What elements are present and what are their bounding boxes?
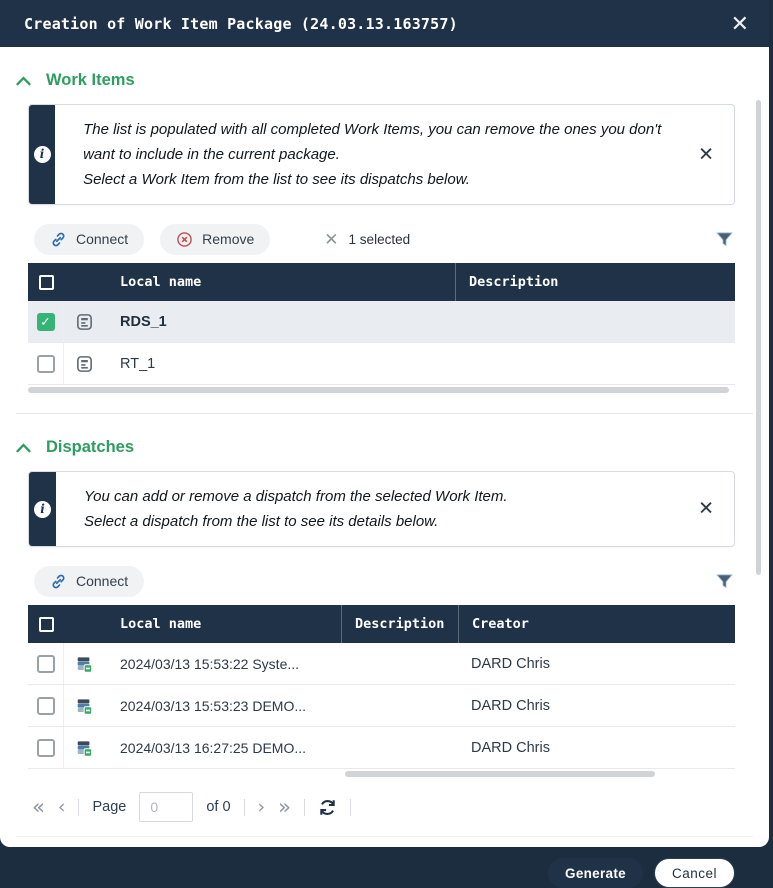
work-items-section-header[interactable] — [16, 71, 735, 90]
work-items-filter-icon[interactable] — [714, 229, 735, 250]
connect-button[interactable] — [34, 224, 144, 255]
dispatches-toolbar — [34, 565, 735, 597]
dispatch-row[interactable] — [28, 727, 735, 769]
section-divider — [16, 413, 753, 414]
dialog-title: Creation of Work Item Package (24.03.13.163757) — [24, 14, 458, 33]
row-checkbox-cell — [28, 685, 64, 726]
work-item-name: RT_1 — [120, 355, 156, 372]
dispatches-info-text — [56, 472, 568, 546]
info-close-icon[interactable]: ✕ — [698, 498, 714, 520]
footer-divider — [16, 836, 753, 837]
work-item-name-cell — [64, 356, 455, 372]
dispatch-icon — [75, 697, 93, 715]
generate-button[interactable]: Generate — [548, 858, 643, 888]
dispatch-name-cell — [64, 698, 341, 714]
pagination-separator — [304, 799, 305, 816]
row-checkbox-checked[interactable]: ✓ — [37, 313, 55, 331]
pagination-separator — [78, 799, 79, 816]
dispatch-creator: DARD Chris — [471, 739, 550, 756]
row-checkbox-unchecked[interactable] — [37, 697, 55, 715]
chain-link-icon — [50, 573, 67, 590]
select-all-checkbox[interactable] — [28, 605, 64, 643]
row-checkbox-cell — [28, 343, 64, 384]
row-checkbox-unchecked[interactable] — [37, 739, 55, 757]
work-items-table — [28, 263, 735, 393]
connect-button[interactable] — [34, 566, 144, 597]
info-close-icon[interactable]: ✕ — [698, 144, 714, 165]
dispatches-info-banner — [28, 471, 735, 547]
row-checkbox-unchecked[interactable] — [37, 655, 55, 673]
work-item-name-cell — [64, 314, 455, 330]
dispatches-table-header — [28, 605, 735, 643]
dispatch-name: 2024/03/13 15:53:22 Syste... — [120, 655, 300, 672]
chevron-up-icon — [16, 443, 31, 453]
dispatch-creator: DARD Chris — [471, 655, 550, 672]
connect-button-label: Connect — [76, 573, 129, 589]
pagination-bar — [32, 792, 735, 822]
remove-button[interactable] — [160, 224, 270, 255]
chain-link-icon — [50, 231, 67, 248]
dialog-content — [0, 47, 769, 888]
refresh-icon[interactable] — [318, 798, 337, 817]
pagination-separator — [244, 799, 245, 816]
dispatch-name: 2024/03/13 15:53:23 DEMO... — [120, 697, 307, 714]
info-line: You can add or remove a dispatch from the selected Work Item. — [84, 488, 508, 505]
column-header-creator[interactable]: Creator — [458, 605, 735, 643]
work-item-name: RDS_1 — [120, 313, 167, 330]
dispatch-icon — [75, 739, 93, 757]
column-header-description[interactable]: Description — [455, 263, 735, 301]
dialog-footer — [28, 858, 735, 888]
work-item-row[interactable] — [28, 343, 735, 385]
row-checkbox-cell — [28, 301, 64, 342]
selection-indicator — [324, 231, 410, 248]
clear-selection-icon[interactable]: ✕ — [324, 229, 339, 249]
info-icon: i — [34, 501, 51, 518]
work-items-section-title: Work Items — [46, 71, 135, 89]
info-icon: i — [34, 146, 51, 163]
column-header-description[interactable]: Description — [341, 605, 458, 643]
work-item-icon — [75, 312, 94, 331]
remove-circle-icon — [176, 231, 193, 248]
info-banner-stripe — [29, 472, 56, 546]
horizontal-scrollbar[interactable] — [345, 771, 655, 777]
horizontal-scrollbar[interactable] — [28, 387, 729, 393]
work-items-info-text — [55, 105, 734, 204]
row-checkbox-cell — [28, 643, 64, 684]
work-item-icon — [75, 354, 94, 373]
remove-button-label: Remove — [202, 231, 255, 247]
work-items-toolbar — [34, 223, 735, 255]
vertical-scrollbar[interactable] — [756, 100, 761, 575]
dialog-titlebar — [0, 0, 769, 47]
first-page-icon[interactable]: « — [32, 794, 45, 819]
next-page-icon[interactable]: › — [257, 795, 266, 818]
work-item-row[interactable] — [28, 301, 735, 343]
dispatch-name: 2024/03/13 16:27:25 DEMO... — [120, 739, 307, 756]
row-checkbox-cell — [28, 727, 64, 768]
row-checkbox-unchecked[interactable] — [37, 355, 55, 373]
info-line: Select a Work Item from the list to see its dispatchs below. — [83, 171, 470, 188]
work-items-info-banner — [28, 104, 735, 205]
dispatches-table — [28, 605, 735, 777]
page-label: Page — [92, 799, 127, 815]
dispatch-name-cell — [64, 740, 341, 756]
page-count-label: of 0 — [206, 799, 231, 815]
page-number-input[interactable] — [139, 792, 193, 822]
dispatch-name-cell — [64, 656, 341, 672]
pagination-separator — [350, 799, 351, 816]
column-header-local-name[interactable]: Local name — [120, 616, 202, 632]
dialog-close-icon[interactable]: ✕ — [730, 10, 749, 36]
dispatch-icon — [75, 655, 93, 673]
info-banner-stripe — [29, 105, 55, 204]
dispatch-row[interactable] — [28, 685, 735, 727]
dispatch-row[interactable] — [28, 643, 735, 685]
info-line: The list is populated with all completed Work Items, you can remove the ones you don't want to include in the current package. — [83, 121, 662, 163]
dispatches-filter-icon[interactable] — [714, 571, 735, 592]
select-all-checkbox[interactable] — [28, 263, 64, 301]
cancel-button[interactable]: Cancel — [654, 858, 735, 888]
last-page-icon[interactable]: » — [278, 794, 291, 819]
column-header-local-name[interactable]: Local name — [120, 274, 202, 290]
dispatches-section-title: Dispatches — [46, 438, 135, 456]
selected-count-label: 1 selected — [348, 231, 411, 247]
prev-page-icon[interactable]: ‹ — [57, 795, 66, 818]
dispatches-section-header[interactable] — [16, 438, 735, 457]
connect-button-label: Connect — [76, 231, 129, 247]
work-items-table-header — [28, 263, 735, 301]
info-line: Select a dispatch from the list to see its details below. — [84, 513, 439, 530]
chevron-up-icon — [16, 76, 31, 86]
dispatch-creator: DARD Chris — [471, 697, 550, 714]
